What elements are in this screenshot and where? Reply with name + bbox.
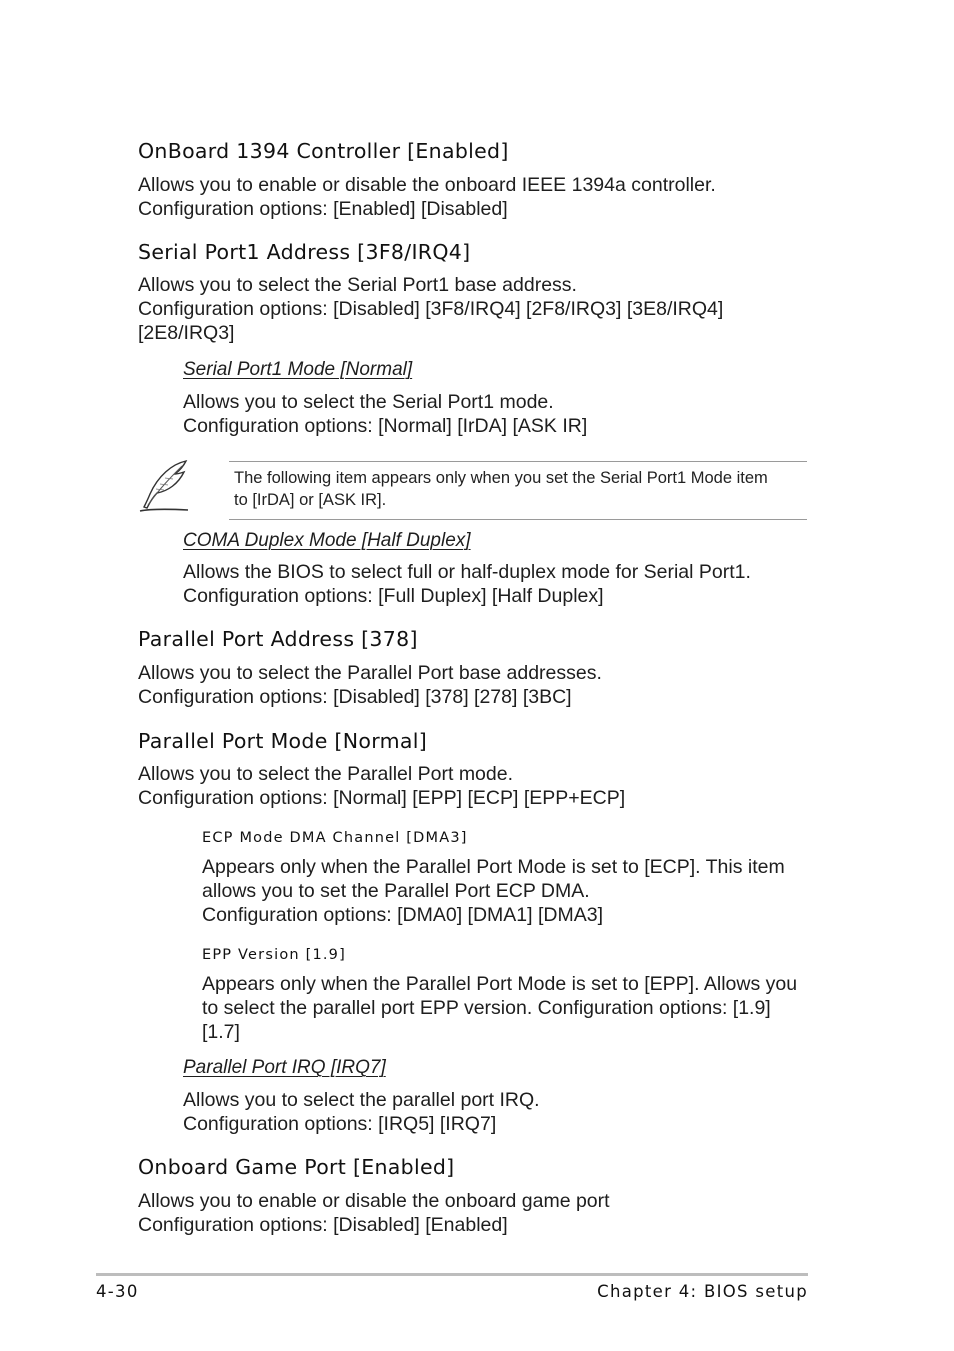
page-number: 4-30 <box>96 1282 139 1301</box>
text-line: Allows you to enable or disable the onboard IEEE 1394a controller. <box>138 174 716 196</box>
note-top-rule <box>229 461 807 462</box>
text-line: Appears only when the Parallel Port Mode is set to [EPP]. Allows you <box>202 973 798 995</box>
paragraph-onboard-game-port <box>138 1189 610 1237</box>
text-line: Configuration options: [Enabled] [Disabled] <box>138 198 508 220</box>
heading-serial-port1-address: Serial Port1 Address [3F8/IRQ4] <box>138 240 471 264</box>
text-line: Configuration options: [Disabled] [3F8/IRQ4] [2F8/IRQ3] [3E8/IRQ4] <box>138 298 724 320</box>
paragraph-parallel-port-address <box>138 661 602 709</box>
subheading-serial-port1-mode: Serial Port1 Mode [Normal] <box>183 359 413 380</box>
paragraph-parallel-port-mode <box>138 762 625 810</box>
heading-ecp-dma-channel: ECP Mode DMA Channel [DMA3] <box>202 830 468 846</box>
heading-onboard-game-port: Onboard Game Port [Enabled] <box>138 1155 455 1179</box>
text-line: Appears only when the Parallel Port Mode is set to [ECP]. This item <box>202 856 785 878</box>
heading-parallel-port-mode: Parallel Port Mode [Normal] <box>138 729 428 753</box>
text-line: to [IrDA] or [ASK IR]. <box>234 491 387 509</box>
text-line: Configuration options: [DMA0] [DMA1] [DMA3] <box>202 904 603 926</box>
paragraph-coma-duplex <box>183 560 751 608</box>
heading-parallel-port-address: Parallel Port Address [378] <box>138 627 418 651</box>
text-line: to select the parallel port EPP version. Configuration options: [1.9] <box>202 997 771 1019</box>
text-line: Configuration options: [Normal] [EPP] [ECP] [EPP+ECP] <box>138 787 626 809</box>
text-line: Allows the BIOS to select full or half-duplex mode for Serial Port1. <box>183 561 751 583</box>
text-line: Allows you to select the Serial Port1 base address. <box>138 274 577 296</box>
heading-onboard-1394: OnBoard 1394 Controller [Enabled] <box>138 139 509 163</box>
text-line: Allows you to select the parallel port IRQ. <box>183 1089 540 1111</box>
heading-epp-version: EPP Version [1.9] <box>202 947 346 963</box>
text-line: allows you to set the Parallel Port ECP DMA. <box>202 880 590 902</box>
text-line: Configuration options: [Full Duplex] [Half Duplex] <box>183 585 604 607</box>
paragraph-parallel-port-irq <box>183 1088 540 1136</box>
subheading-coma-duplex: COMA Duplex Mode [Half Duplex] <box>183 530 471 551</box>
feather-pen-icon <box>138 458 192 514</box>
text-line: Allows you to select the Parallel Port base addresses. <box>138 662 602 684</box>
chapter-title: Chapter 4: BIOS setup <box>597 1282 808 1301</box>
text-line: [2E8/IRQ3] <box>138 322 235 344</box>
note-text <box>234 467 768 511</box>
paragraph-onboard-1394 <box>138 173 716 221</box>
paragraph-ecp-dma-channel <box>202 855 785 927</box>
text-line: Configuration options: [Disabled] [Enabled] <box>138 1214 508 1236</box>
text-line: [1.7] <box>202 1021 240 1043</box>
note-bottom-rule <box>229 519 807 520</box>
text-line: Configuration options: [Normal] [IrDA] [ASK IR] <box>183 415 588 437</box>
paragraph-serial-port1-address <box>138 273 723 345</box>
paragraph-epp-version <box>202 972 797 1044</box>
text-line: Configuration options: [Disabled] [378] [278] [3BC] <box>138 686 572 708</box>
footer-rule <box>96 1273 808 1276</box>
text-line: Allows you to enable or disable the onboard game port <box>138 1190 610 1212</box>
text-line: Configuration options: [IRQ5] [IRQ7] <box>183 1113 497 1135</box>
text-line: The following item appears only when you set the Serial Port1 Mode item <box>234 469 768 487</box>
paragraph-serial-port1-mode <box>183 390 587 438</box>
text-line: Allows you to select the Parallel Port mode. <box>138 763 514 785</box>
subheading-parallel-port-irq: Parallel Port IRQ [IRQ7] <box>183 1057 386 1078</box>
text-line: Allows you to select the Serial Port1 mode. <box>183 391 554 413</box>
